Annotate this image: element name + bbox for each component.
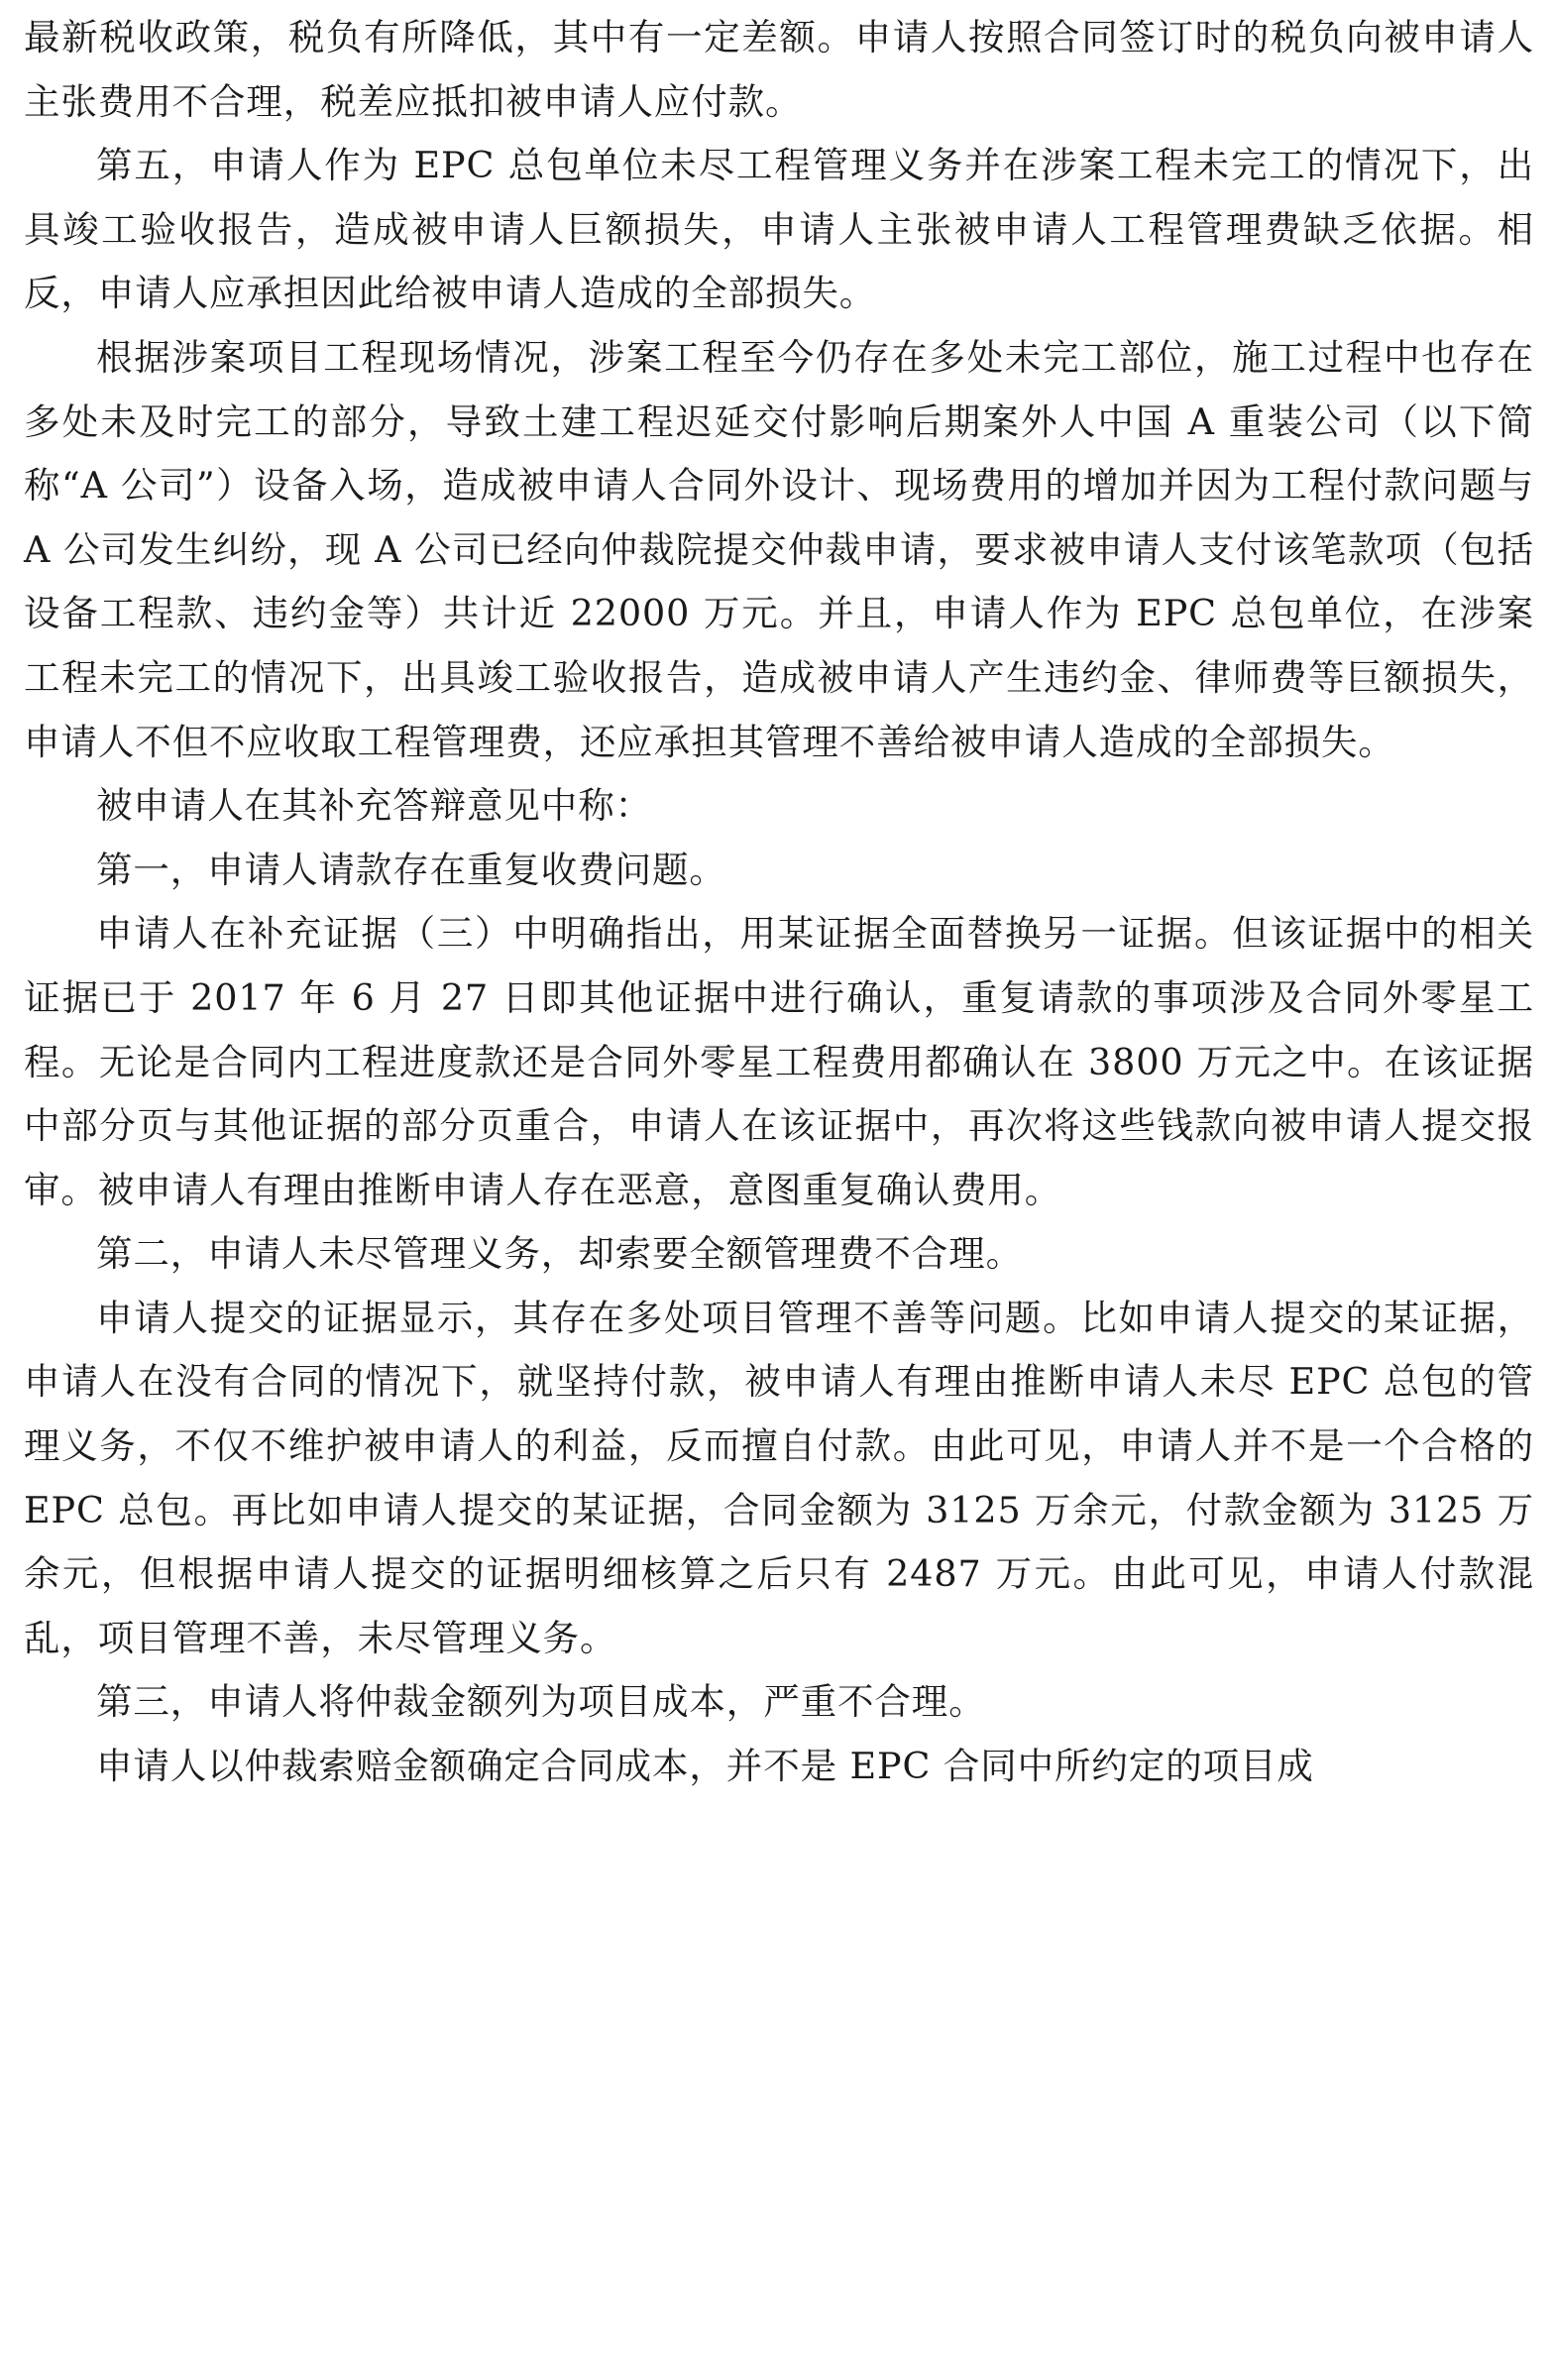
paragraph-arbitration-cost: 申请人以仲裁索赔金额确定合同成本，并不是 EPC 合同中所约定的项目成 xyxy=(96,1745,1314,1788)
paragraph-site-conditions: 根据涉案项目工程现场情况，涉案工程至今仍存在多处未完工部位，施工过程中也存在多处未及时完工的部分，导致土建工程迟延交付影响后期案外人中国 A 重装公司（以下简称“A 公司”）设备入场，造成被申请人合同外设计、现场费用的增加并因为工程付款问题与 A 公司发生纠纷，现 A 公司已经向仲裁院提交仲裁申请，要求被申请人支付该笔款项（包括设备工程款、违约金等）共计近 22000 万元。并且，申请人作为 EPC 总包单位，在涉案工程未完工的情况下，出具竣工验收报告，造成被申请人产生违约金、律师费等巨额损失，申请人不但不应收取工程管理费，还应承担其管理不善给被申请人造成的全部损失。 xyxy=(24,335,1534,763)
paragraph-point-five: 第五，申请人作为 EPC 总包单位未尽工程管理义务并在涉案工程未完工的情况下，出具竣工验收报告，造成被申请人巨额损失，申请人主张被申请人工程管理费缺乏依据。相反，申请人应承担因此给被申请人造成的全部损失。 xyxy=(24,144,1534,315)
paragraph-management-failures: 申请人提交的证据显示，其存在多处项目管理不善等问题。比如申请人提交的某证据，申请人在没有合同的情况下，就坚持付款，被申请人有理由推断申请人未尽 EPC 总包的管理义务，不仅不维护被申请人的利益，反而擅自付款。由此可见，申请人并不是一个合格的 EPC 总包。再比如申请人提交的某证据，合同金额为 3125 万余元，付款金额为 3125 万余元，但根据申请人提交的证据明细核算之后只有 2487 万元。由此可见，申请人付款混乱，项目管理不善，未尽管理义务。 xyxy=(24,1296,1534,1659)
paragraph-tax-difference: 最新税收政策，税负有所降低，其中有一定差额。申请人按照合同签订时的税负向被申请人主张费用不合理，税差应抵扣被申请人应付款。 xyxy=(24,16,1534,123)
paragraph-heading-point-three: 第三，申请人将仲裁金额列为项目成本，严重不合理。 xyxy=(96,1680,986,1724)
paragraph-heading-point-one: 第一，申请人请款存在重复收费问题。 xyxy=(96,848,726,891)
paragraph-duplicate-charges: 申请人在补充证据（三）中明确指出，用某证据全面替换另一证据。但该证据中的相关证据已于 2017 年 6 月 27 日即其他证据中进行确认，重复请款的事项涉及合同外零星工程。无论是合同内工程进度款还是合同外零星工程费用都确认在 3800 万元之中。在该证据中部分页与其他证据的部分页重合，申请人在该证据中，再次将这些钱款向被申请人提交报审。被申请人有理由推断申请人存在恶意，意图重复确认费用。 xyxy=(24,912,1534,1211)
paragraph-supplementary-defense-intro: 被申请人在其补充答辩意见中称： xyxy=(96,784,652,828)
paragraph-heading-point-two: 第二，申请人未尽管理义务，却索要全额管理费不合理。 xyxy=(96,1232,1023,1276)
